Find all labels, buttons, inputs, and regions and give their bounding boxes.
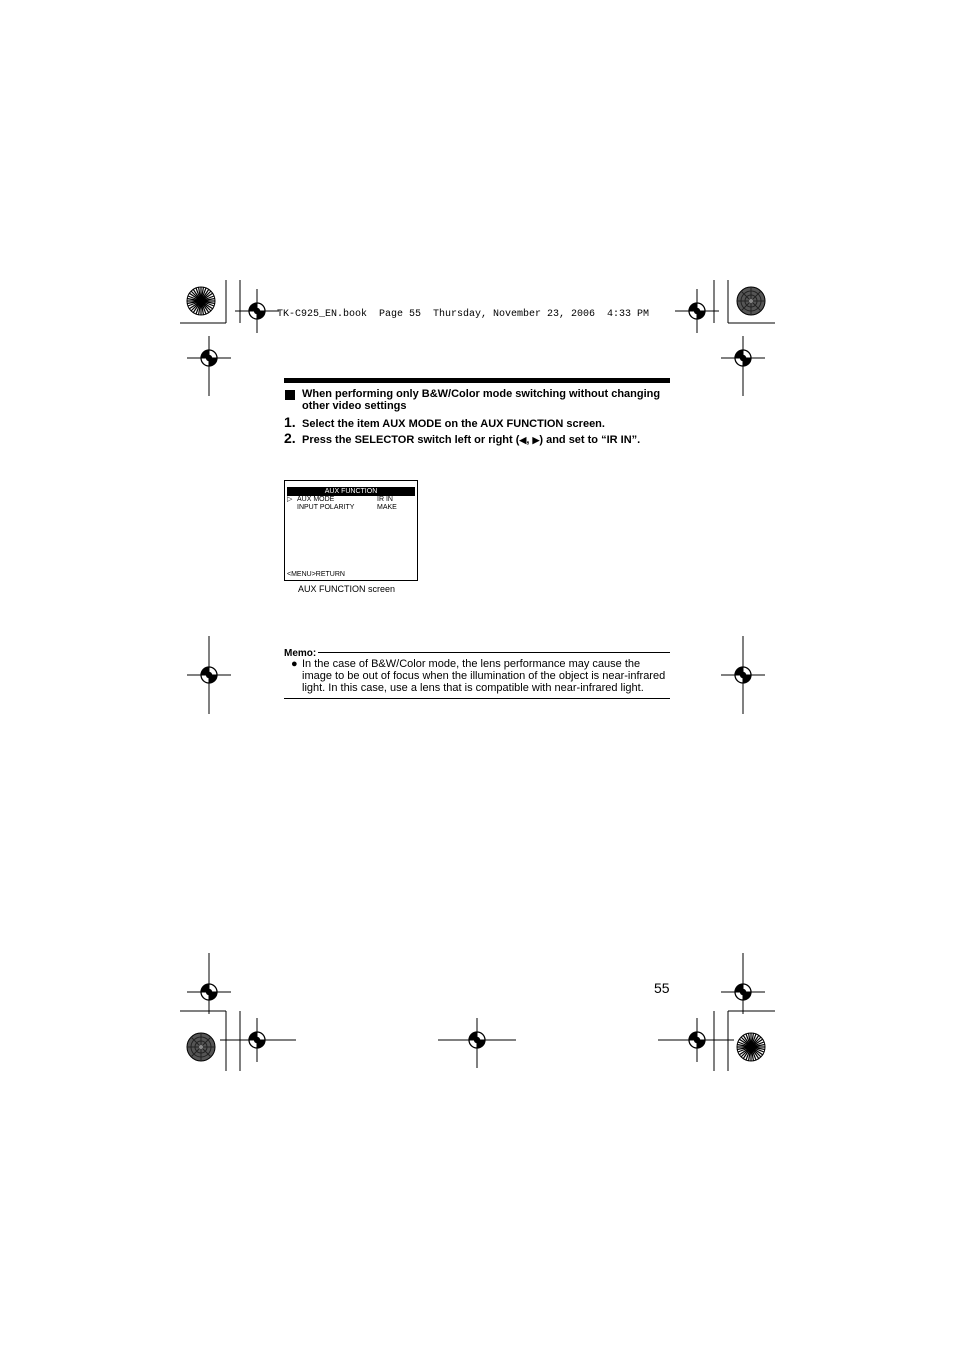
section-square-icon [284, 388, 296, 400]
right-arrow-icon: ▶ [532, 435, 540, 445]
step-2-text-sep: , [526, 434, 533, 446]
memo-line-1: In the case of B&W/Color mode, the lens performance may cause the [302, 658, 641, 670]
section-rule [284, 378, 670, 383]
left-arrow-icon: ◀ [519, 435, 527, 445]
step-1-number: 1. [284, 414, 296, 430]
screen-row-value: MAKE [377, 504, 397, 511]
memo-bottom-rule [284, 698, 670, 699]
memo-top-rule [318, 652, 670, 653]
section-heading-line2: other video settings [302, 400, 407, 412]
screen-title: AUX FUNCTION [287, 487, 415, 496]
step-2-text-after: ) and set to “IR IN”. [539, 434, 641, 446]
print-header: TK-C925_EN.book Page 55 Thursday, November 23, 2006 4:33 PM [277, 309, 650, 320]
page-number: 55 [654, 980, 670, 996]
screen-caption: AUX FUNCTION screen [298, 584, 396, 594]
screen-row-label: INPUT POLARITY [297, 504, 355, 511]
screen-row-label: AUX MODE [297, 496, 335, 503]
step-1-text: Select the item AUX MODE on the AUX FUNCTION screen. [302, 418, 605, 430]
section-heading-line1: When performing only B&W/Color mode switching without changing [302, 388, 661, 400]
step-2-text-before: Press the SELECTOR switch left or right ( [302, 434, 520, 446]
memo-label: Memo: [284, 648, 317, 659]
step-2-number: 2. [284, 430, 296, 446]
step-2-text [302, 434, 640, 446]
screen-row-cursor: ▷ [287, 496, 293, 503]
screen-footer: <MENU>RETURN [287, 571, 345, 578]
section-heading [302, 388, 660, 412]
memo-line-2: image to be out of focus when the illumination of the object is near-infrared [302, 670, 666, 682]
screen-row-value: IR IN [377, 496, 393, 503]
memo-line-3: light. In this case, use a lens that is compatible with near-infrared light. [302, 682, 644, 694]
memo-text [302, 658, 665, 694]
aux-function-screen [284, 480, 418, 581]
memo-bullet-icon: ● [291, 658, 298, 670]
